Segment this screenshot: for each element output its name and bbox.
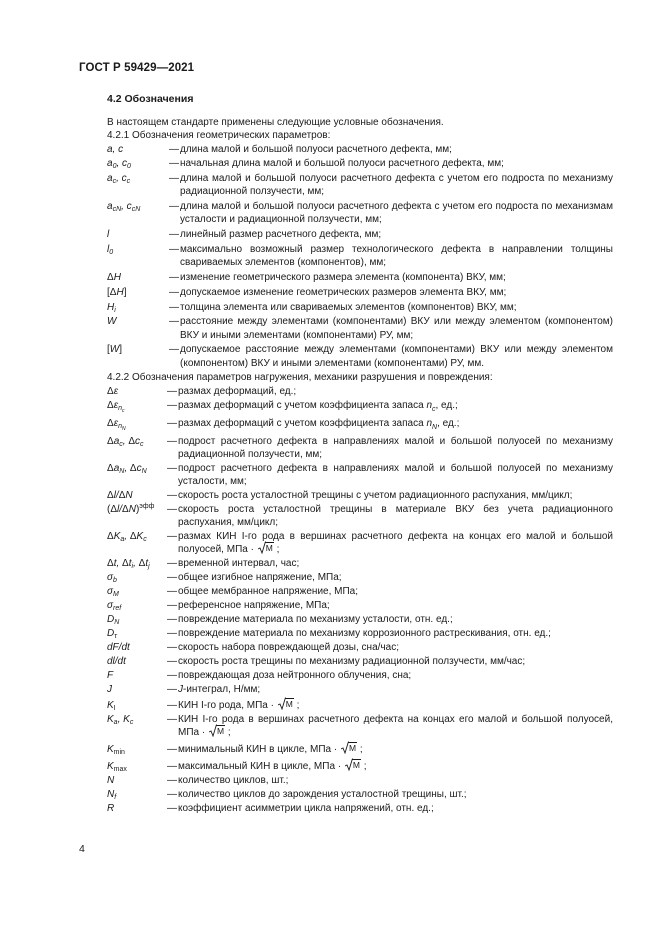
definition-row — [107, 774, 613, 787]
definition-row — [107, 489, 613, 502]
definition-text: общее мембранное напряжение, МПа; — [178, 586, 358, 598]
definition-text: повреждающая доза нейтронного облучения, сна; — [178, 670, 412, 682]
dash: — — [167, 713, 177, 725]
symbol: dF/dt — [107, 642, 130, 654]
dash: — — [167, 656, 177, 668]
definition-row — [107, 743, 613, 756]
geom-definitions — [107, 143, 613, 370]
symbol: $a_c$, $c_c$ — [107, 173, 131, 186]
symbol: F — [107, 670, 114, 682]
definition-text: скорость роста трещины по механизму радиационной ползучести, мм/час; — [178, 656, 526, 668]
symbol: $a_0$, $c_0$ — [107, 158, 131, 171]
dash: — — [167, 684, 177, 696]
definition-row — [107, 571, 613, 584]
dash: — — [167, 586, 177, 598]
definition-text: размах деформаций, ед.; — [178, 385, 297, 397]
definition-row — [107, 669, 613, 682]
dash: — — [167, 789, 177, 801]
load-definitions — [107, 385, 613, 816]
symbol: J — [107, 684, 112, 696]
dash: — — [167, 642, 177, 654]
definition-row — [107, 585, 613, 598]
definition-row — [107, 286, 613, 299]
definition-row — [107, 802, 613, 815]
symbol: $K_I$ — [107, 699, 116, 712]
symbol: [W] — [107, 344, 123, 356]
sqrt-icon: М — [258, 544, 274, 553]
definition-text: длина малой и большой полуоси расчетного дефекта с учетом его подроста по механизму радиационной ползучести, мм; — [180, 173, 613, 198]
definition-text: линейный размер расчетного дефекта, мм; — [180, 229, 382, 241]
page-number: 4 — [79, 843, 85, 855]
dash: — — [169, 201, 179, 213]
dash: — — [169, 158, 179, 170]
sqrt-icon: М — [345, 761, 361, 770]
definition-text: КИН I-го рода в вершинах расчетного дефекта на концах его малой и большой полуосей, МПа · М ; — [178, 713, 613, 738]
symbol: N — [107, 775, 115, 787]
definition-text: скорость роста усталостной трещины в материале ВКУ без учета радиационного распухания, мм/цикл; — [178, 504, 613, 529]
dash: — — [169, 244, 179, 255]
symbol: Δt, $\Delta t_i$, $\Delta t_j$ — [107, 558, 150, 571]
load-subsection-title: 4.2.2 Обозначения параметров нагружения, механики разрушения и повреждения: — [107, 372, 493, 384]
sqrt-icon: М — [341, 744, 357, 753]
definition-row — [107, 788, 613, 801]
definition-row — [107, 627, 613, 640]
definition-text: общее изгибное напряжение, МПа; — [178, 572, 342, 584]
definition-row — [107, 200, 613, 226]
definition-row — [107, 228, 613, 241]
dash: — — [167, 558, 177, 570]
dash: — — [167, 490, 177, 501]
definition-text: максимально возможный размер технологического дефекта в направлении толщины свариваемых элементов (компонентов), мм; — [180, 244, 613, 269]
symbol: $\Delta a_c$, $\Delta c_c$ — [107, 435, 144, 448]
section-title: 4.2 Обозначения — [107, 93, 194, 105]
dash: — — [169, 143, 179, 155]
dash: — — [167, 435, 177, 447]
definition-text: скорость роста усталостной трещины с учетом радиационного распухания, мм/цикл; — [178, 490, 573, 501]
definition-row — [107, 683, 613, 696]
dash: — — [167, 462, 177, 474]
symbol: $H_i$ — [107, 301, 116, 314]
definition-row — [107, 271, 613, 284]
definition-row — [107, 385, 613, 398]
definition-text: расстояние между элементами (компонентами) ВКУ или между элементом (компонентом) ВКУ и иными элементами (компонентами) РУ, мм; — [180, 316, 613, 341]
definition-text: количество циклов до зарождения усталостной трещины, шт.; — [178, 789, 467, 801]
symbol: $l_0$ — [107, 244, 114, 256]
definition-row — [107, 641, 613, 654]
symbol: l — [107, 229, 110, 241]
dash: — — [167, 775, 177, 787]
definition-text: коэффициент асимметрии цикла напряжений, отн. ед.; — [178, 803, 434, 815]
symbol: W — [107, 316, 117, 328]
definition-text: размах деформаций с учетом коэффициента запаса $n_N$, ед.; — [178, 417, 460, 431]
definition-text: размах КИН I-го рода в вершинах расчетного дефекта на концах его малой и большой полуосей, МПа · М ; — [178, 531, 613, 556]
symbol: $D_\tau$ — [107, 628, 117, 641]
definition-text: толщина элемента или свариваемых элементов (компонентов) ВКУ, мм; — [180, 301, 517, 313]
definition-row — [107, 462, 613, 488]
definition-row — [107, 301, 613, 314]
definition-row — [107, 530, 613, 556]
definition-text: временной интервал, час; — [178, 558, 300, 570]
symbol: $D_N$ — [107, 614, 120, 627]
intro-paragraph: В настоящем стандарте применены следующие условные обозначения. — [107, 117, 444, 129]
definition-text: количество циклов, шт.; — [178, 775, 289, 787]
definition-row — [107, 760, 613, 773]
definition-row — [107, 655, 613, 668]
dash: — — [167, 628, 177, 640]
dash: — — [167, 600, 177, 612]
definition-text: изменение геометрического размера элемента (компонента) ВКУ, мм; — [180, 272, 506, 283]
definition-row — [107, 557, 613, 570]
dash: — — [167, 699, 177, 711]
definition-text: скорость набора повреждающей дозы, сна/час; — [178, 642, 399, 654]
dash: — — [167, 417, 177, 429]
definition-text: длина малой и большой полуоси расчетного дефекта, мм; — [180, 143, 452, 155]
symbol: a, c — [107, 143, 124, 155]
definition-text: допускаемое расстояние между элементами (компонентами) ВКУ или между элементом (компонентом) ВКУ и иными элементами (компонентами) РУ, мм. — [180, 344, 613, 369]
definition-text: начальная длина малой и большой полуоси расчетного дефекта, мм; — [180, 158, 504, 170]
symbol: Δl/ΔN — [107, 490, 133, 501]
dash: — — [169, 286, 179, 298]
dash: — — [167, 761, 177, 773]
definition-row — [107, 172, 613, 198]
definition-row — [107, 503, 613, 529]
definition-text: референсное напряжение, МПа; — [178, 600, 330, 612]
definition-row — [107, 599, 613, 612]
symbol: $K_{min}$ — [107, 744, 125, 757]
definition-row — [107, 613, 613, 626]
definition-row — [107, 417, 613, 434]
dash: — — [169, 301, 179, 313]
symbol: $(\Delta l/\Delta N)^{эфф}$ — [107, 503, 155, 515]
definition-text: повреждение материала по механизму коррозионного растрескивания, отн. ед.; — [178, 628, 551, 640]
symbol: $K_{max}$ — [107, 761, 127, 774]
symbol: ΔH — [107, 272, 121, 283]
dash: — — [167, 531, 177, 543]
definition-text: повреждение материала по механизму усталости, отн. ед.; — [178, 614, 453, 626]
dash: — — [167, 803, 177, 815]
definition-text: минимальный КИН в цикле, МПа · М ; — [178, 743, 363, 756]
dash: — — [169, 344, 179, 356]
definition-text: допускаемое изменение геометрических размеров элемента ВКУ, мм; — [180, 286, 507, 298]
definition-row — [107, 157, 613, 170]
dash: — — [167, 670, 177, 682]
definition-row — [107, 343, 613, 369]
definition-text: КИН I-го рода, МПа · М ; — [178, 698, 300, 711]
symbol: Δε — [107, 385, 119, 397]
definition-row — [107, 435, 613, 461]
definition-row — [107, 399, 613, 416]
definition-row — [107, 713, 613, 739]
document-standard-header: ГОСТ Р 59429—2021 — [79, 62, 195, 74]
definition-text: J-интеграл, Н/мм; — [178, 684, 261, 696]
symbol: $N_f$ — [107, 789, 117, 802]
definition-text: размах деформаций с учетом коэффициента запаса $n_c$, ед.; — [178, 399, 458, 413]
dash: — — [167, 614, 177, 626]
geom-subsection-title: 4.2.1 Обозначения геометрических параметров: — [107, 130, 331, 142]
dash: — — [167, 504, 177, 515]
dash: — — [167, 385, 177, 397]
definition-row — [107, 699, 613, 712]
sqrt-icon: М — [209, 727, 225, 736]
section-4-2 — [107, 93, 613, 816]
definition-text: подрост расчетного дефекта в направлениях малой и большой полуосей по механизму усталости, мм; — [178, 462, 613, 487]
definition-row — [107, 243, 613, 269]
symbol: $a_{cN}$, $c_{cN}$ — [107, 201, 141, 214]
dash: — — [167, 572, 177, 584]
dash: — — [169, 316, 179, 328]
symbol: $\sigma_M$ — [107, 586, 119, 599]
symbol: $\Delta\varepsilon_{n_c}$ — [107, 399, 125, 414]
symbol: $K_a$, $K_c$ — [107, 713, 134, 726]
dash: — — [169, 173, 179, 185]
dash: — — [169, 229, 179, 241]
definition-text: максимальный КИН в цикле, МПа · М ; — [178, 760, 367, 773]
dash: — — [167, 744, 177, 756]
symbol: [ΔH] — [107, 286, 127, 298]
definition-text: длина малой и большой полуоси расчетного дефекта с учетом его подроста по механизмам усталости и радиационной ползучести, мм; — [180, 201, 613, 226]
sqrt-icon: М — [278, 700, 294, 709]
symbol: $\Delta K_a$, $\Delta K_c$ — [107, 531, 147, 544]
symbol: dl/dt — [107, 656, 126, 668]
symbol: $\Delta\varepsilon_{n_N}$ — [107, 417, 126, 432]
symbol: $\Delta a_N$, $\Delta c_N$ — [107, 462, 147, 475]
dash: — — [169, 272, 179, 283]
symbol: R — [107, 803, 115, 815]
symbol: $\sigma_{ref}$ — [107, 600, 122, 613]
symbol: $\sigma_b$ — [107, 572, 117, 585]
dash: — — [167, 399, 177, 411]
definition-row — [107, 143, 613, 156]
definition-row — [107, 315, 613, 341]
definition-text: подрост расчетного дефекта в направлениях малой и большой полуосей по механизму радиационной ползучести, мм; — [178, 435, 613, 460]
